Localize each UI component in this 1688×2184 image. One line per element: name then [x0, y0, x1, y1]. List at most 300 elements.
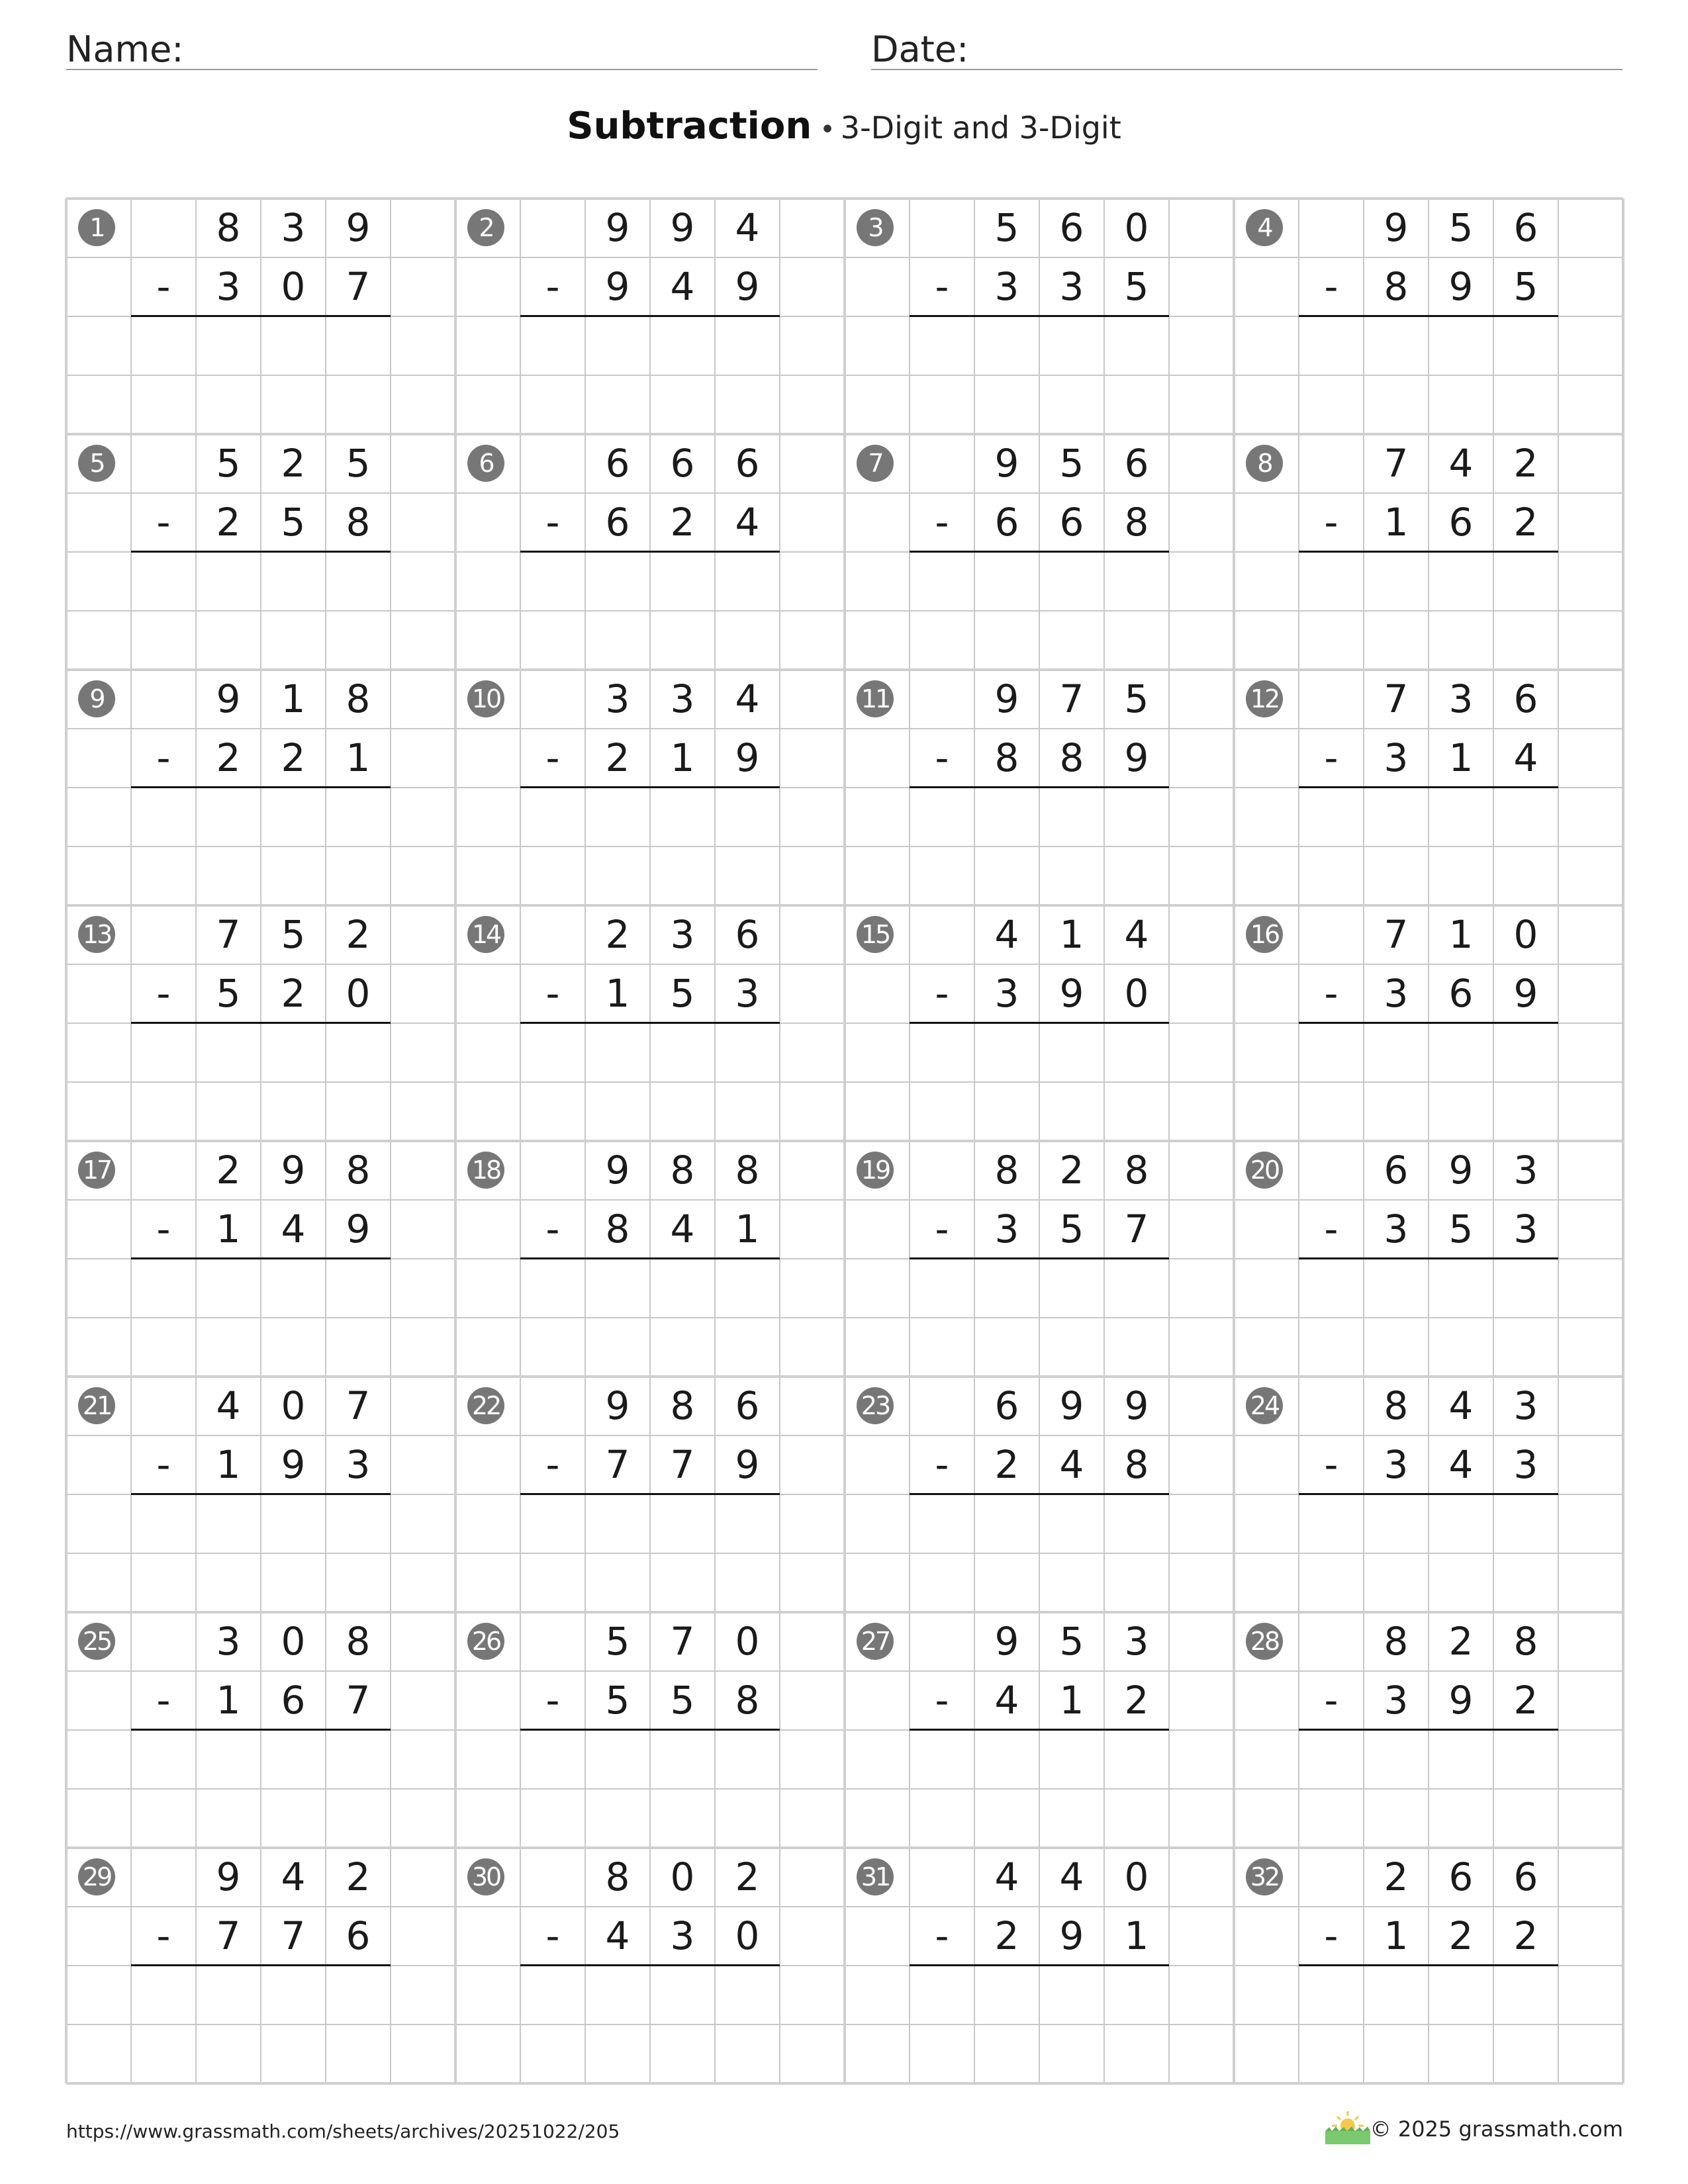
answer-cell[interactable]: [1364, 1259, 1429, 1318]
minus-sign: -: [935, 500, 949, 545]
answer-cell[interactable]: [131, 552, 196, 611]
answer-cell[interactable]: [1299, 611, 1364, 670]
answer-cell[interactable]: [1493, 1494, 1558, 1553]
answer-cell[interactable]: [196, 375, 261, 434]
answer-cell[interactable]: [1364, 1553, 1429, 1612]
answer-cell[interactable]: [261, 316, 326, 375]
answer-cell[interactable]: [1429, 788, 1493, 846]
answer-cell[interactable]: [585, 1082, 650, 1141]
answer-cell[interactable]: [326, 2025, 391, 2083]
answer-cell[interactable]: [974, 1730, 1039, 1789]
top-digit: 0: [735, 1619, 760, 1664]
answer-cell[interactable]: [261, 1789, 326, 1848]
answer-cell[interactable]: [1104, 1730, 1169, 1789]
answer-cell[interactable]: [910, 788, 974, 846]
answer-cell[interactable]: [974, 1553, 1039, 1612]
answer-cell[interactable]: [910, 846, 974, 905]
answer-cell[interactable]: [650, 375, 715, 434]
answer-cell[interactable]: [650, 1082, 715, 1141]
answer-cell[interactable]: [974, 611, 1039, 670]
answer-cell[interactable]: [715, 1730, 780, 1789]
answer-cell[interactable]: [326, 1553, 391, 1612]
answer-cell[interactable]: [1039, 1023, 1104, 1082]
answer-cell[interactable]: [1104, 1966, 1169, 2025]
name-field[interactable]: [66, 25, 818, 70]
answer-cell[interactable]: [715, 1789, 780, 1848]
answer-cell[interactable]: [1039, 375, 1104, 434]
answer-cell[interactable]: [974, 1494, 1039, 1553]
answer-cell[interactable]: [1299, 1730, 1364, 1789]
answer-cell[interactable]: [715, 1023, 780, 1082]
answer-cell[interactable]: [974, 1789, 1039, 1848]
answer-cell[interactable]: [1493, 552, 1558, 611]
answer-cell[interactable]: [1429, 1966, 1493, 2025]
answer-cell[interactable]: [715, 2025, 780, 2083]
answer-cell[interactable]: [326, 375, 391, 434]
answer-cell[interactable]: [910, 1966, 974, 2025]
answer-cell[interactable]: [910, 375, 974, 434]
answer-cell[interactable]: [910, 1082, 974, 1141]
answer-cell[interactable]: [715, 788, 780, 846]
bottom-digit: 7: [281, 1913, 306, 1958]
answer-cell[interactable]: [196, 1082, 261, 1141]
answer-cell[interactable]: [1299, 788, 1364, 846]
answer-cell[interactable]: [131, 611, 196, 670]
top-digit: 2: [1059, 1148, 1084, 1193]
answer-cell[interactable]: [1493, 1966, 1558, 2025]
answer-cell[interactable]: [974, 846, 1039, 905]
answer-cell[interactable]: [196, 1789, 261, 1848]
answer-cell[interactable]: [1039, 611, 1104, 670]
top-digit: 9: [216, 676, 241, 721]
bottom-digit: 3: [1383, 1442, 1409, 1487]
answer-cell[interactable]: [326, 1082, 391, 1141]
answer-cell[interactable]: [1429, 1318, 1493, 1377]
top-digit: 6: [670, 441, 695, 486]
answer-cell[interactable]: [1039, 1259, 1104, 1318]
answer-cell[interactable]: [1364, 1318, 1429, 1377]
answer-cell[interactable]: [1493, 1318, 1558, 1377]
answer-cell[interactable]: [261, 1494, 326, 1553]
answer-cell[interactable]: [715, 1318, 780, 1377]
answer-cell[interactable]: [1039, 788, 1104, 846]
footer-url[interactable]: https://www.grassmath.com/sheets/archives/20251022/205: [66, 2120, 620, 2142]
answer-cell[interactable]: [520, 1789, 585, 1848]
answer-cell[interactable]: [1039, 2025, 1104, 2083]
answer-cell[interactable]: [1429, 611, 1493, 670]
answer-cell[interactable]: [1104, 611, 1169, 670]
answer-cell[interactable]: [974, 316, 1039, 375]
answer-cell[interactable]: [1493, 316, 1558, 375]
answer-cell[interactable]: [585, 611, 650, 670]
answer-cell[interactable]: [131, 1553, 196, 1612]
answer-cell[interactable]: [196, 1730, 261, 1789]
answer-cell[interactable]: [585, 1730, 650, 1789]
answer-cell[interactable]: [196, 552, 261, 611]
answer-cell[interactable]: [1299, 1023, 1364, 1082]
answer-cell[interactable]: [131, 1789, 196, 1848]
top-digit: 2: [216, 1148, 241, 1193]
answer-cell[interactable]: [974, 1023, 1039, 1082]
answer-cell[interactable]: [131, 1730, 196, 1789]
answer-cell[interactable]: [196, 1553, 261, 1612]
answer-cell[interactable]: [1493, 1023, 1558, 1082]
minus-sign: -: [1324, 1678, 1338, 1723]
answer-cell[interactable]: [715, 316, 780, 375]
answer-cell[interactable]: [196, 1318, 261, 1377]
answer-cell[interactable]: [1429, 1082, 1493, 1141]
answer-cell[interactable]: [131, 1023, 196, 1082]
answer-cell[interactable]: [650, 1494, 715, 1553]
answer-cell[interactable]: [1429, 552, 1493, 611]
answer-cell[interactable]: [974, 552, 1039, 611]
answer-cell[interactable]: [650, 552, 715, 611]
answer-cell[interactable]: [261, 1082, 326, 1141]
answer-cell[interactable]: [585, 1553, 650, 1612]
minus-sign: -: [935, 1206, 949, 1251]
answer-cell[interactable]: [1299, 552, 1364, 611]
top-digit: 7: [670, 1619, 695, 1664]
answer-cell[interactable]: [1104, 1494, 1169, 1553]
answer-cell[interactable]: [910, 1318, 974, 1377]
top-digit: 9: [346, 205, 371, 250]
bottom-digit: 8: [1124, 500, 1149, 545]
answer-cell[interactable]: [910, 1553, 974, 1612]
top-digit: 6: [1383, 1148, 1409, 1193]
answer-cell[interactable]: [910, 1023, 974, 1082]
answer-cell[interactable]: [1364, 1082, 1429, 1141]
answer-cell[interactable]: [520, 1553, 585, 1612]
answer-cell[interactable]: [585, 1494, 650, 1553]
answer-cell[interactable]: [1299, 1553, 1364, 1612]
answer-cell[interactable]: [196, 2025, 261, 2083]
answer-cell[interactable]: [520, 1730, 585, 1789]
answer-cell[interactable]: [1039, 1318, 1104, 1377]
answer-cell[interactable]: [1493, 1259, 1558, 1318]
top-digit: 9: [1124, 1383, 1149, 1428]
answer-cell[interactable]: [1493, 1553, 1558, 1612]
answer-cell[interactable]: [520, 2025, 585, 2083]
answer-cell[interactable]: [131, 1494, 196, 1553]
answer-cell[interactable]: [910, 1494, 974, 1553]
minus-sign: -: [935, 264, 949, 309]
answer-cell[interactable]: [131, 1318, 196, 1377]
answer-cell[interactable]: [261, 611, 326, 670]
problem: [845, 1848, 1234, 2083]
answer-cell[interactable]: [1429, 1494, 1493, 1553]
answer-cell[interactable]: [326, 611, 391, 670]
answer-cell[interactable]: [1039, 1966, 1104, 2025]
answer-cell[interactable]: [910, 1730, 974, 1789]
answer-cell[interactable]: [326, 1730, 391, 1789]
answer-cell[interactable]: [131, 2025, 196, 2083]
answer-cell[interactable]: [196, 1494, 261, 1553]
answer-cell[interactable]: [910, 316, 974, 375]
answer-cell[interactable]: [650, 1259, 715, 1318]
answer-cell[interactable]: [1104, 1789, 1169, 1848]
answer-cell[interactable]: [1429, 1259, 1493, 1318]
answer-cell[interactable]: [910, 1789, 974, 1848]
answer-cell[interactable]: [261, 1730, 326, 1789]
answer-cell[interactable]: [1104, 1023, 1169, 1082]
answer-cell[interactable]: [585, 1023, 650, 1082]
answer-cell[interactable]: [261, 1259, 326, 1318]
answer-cell[interactable]: [196, 316, 261, 375]
answer-cell[interactable]: [585, 552, 650, 611]
answer-cell[interactable]: [1299, 1318, 1364, 1377]
answer-cell[interactable]: [1493, 2025, 1558, 2083]
answer-cell[interactable]: [196, 1966, 261, 2025]
answer-cell[interactable]: [650, 1966, 715, 2025]
answer-cell[interactable]: [261, 1318, 326, 1377]
top-digit: 2: [346, 1854, 371, 1899]
answer-cell[interactable]: [1299, 375, 1364, 434]
answer-cell[interactable]: [974, 788, 1039, 846]
answer-cell[interactable]: [650, 316, 715, 375]
answer-cell[interactable]: [1493, 846, 1558, 905]
answer-cell[interactable]: [1493, 1730, 1558, 1789]
answer-cell[interactable]: [1429, 316, 1493, 375]
problem-number-badge: 31: [857, 1858, 894, 1895]
answer-cell[interactable]: [326, 1789, 391, 1848]
answer-cell[interactable]: [1364, 846, 1429, 905]
answer-cell[interactable]: [974, 1082, 1039, 1141]
answer-cell[interactable]: [1364, 1789, 1429, 1848]
top-digit: 4: [994, 1854, 1019, 1899]
answer-cell[interactable]: [650, 1023, 715, 1082]
answer-cell[interactable]: [650, 846, 715, 905]
answer-cell[interactable]: [974, 1259, 1039, 1318]
answer-cell[interactable]: [196, 611, 261, 670]
answer-cell[interactable]: [326, 1318, 391, 1377]
answer-cell[interactable]: [520, 1259, 585, 1318]
answer-cell[interactable]: [520, 1082, 585, 1141]
answer-cell[interactable]: [1104, 1259, 1169, 1318]
answer-cell[interactable]: [520, 1023, 585, 1082]
top-digit: 5: [994, 205, 1019, 250]
answer-cell[interactable]: [261, 1966, 326, 2025]
answer-cell[interactable]: [520, 1966, 585, 2025]
answer-cell[interactable]: [326, 1966, 391, 2025]
answer-cell[interactable]: [1429, 2025, 1493, 2083]
answer-cell[interactable]: [196, 846, 261, 905]
answer-cell[interactable]: [196, 788, 261, 846]
answer-cell[interactable]: [1104, 1553, 1169, 1612]
answer-cell[interactable]: [974, 1318, 1039, 1377]
answer-cell[interactable]: [261, 552, 326, 611]
answer-cell[interactable]: [1364, 552, 1429, 611]
problem: [66, 1377, 455, 1612]
top-digit: 9: [994, 1619, 1019, 1664]
answer-cell[interactable]: [1364, 788, 1429, 846]
top-digit: 2: [281, 441, 306, 486]
answer-cell[interactable]: [715, 1082, 780, 1141]
answer-cell[interactable]: [131, 375, 196, 434]
answer-cell[interactable]: [1104, 552, 1169, 611]
answer-cell[interactable]: [1299, 1259, 1364, 1318]
top-digit: 4: [1448, 441, 1474, 486]
answer-cell[interactable]: [1429, 1553, 1493, 1612]
answer-cell[interactable]: [650, 611, 715, 670]
problem: [66, 1141, 455, 1377]
answer-cell[interactable]: [326, 1023, 391, 1082]
answer-cell[interactable]: [1299, 846, 1364, 905]
answer-cell[interactable]: [650, 1553, 715, 1612]
answer-cell[interactable]: [131, 316, 196, 375]
answer-cell[interactable]: [520, 846, 585, 905]
answer-cell[interactable]: [326, 552, 391, 611]
answer-cell[interactable]: [1039, 846, 1104, 905]
answer-cell[interactable]: [715, 1259, 780, 1318]
answer-cell[interactable]: [1039, 552, 1104, 611]
answer-cell[interactable]: [1364, 1023, 1429, 1082]
answer-cell[interactable]: [585, 1966, 650, 2025]
answer-cell[interactable]: [585, 788, 650, 846]
answer-cell[interactable]: [1299, 1966, 1364, 2025]
answer-cell[interactable]: [585, 1318, 650, 1377]
answer-cell[interactable]: [326, 1259, 391, 1318]
answer-cell[interactable]: [715, 1553, 780, 1612]
problem-number-badge: 9: [78, 680, 115, 717]
answer-cell[interactable]: [326, 316, 391, 375]
answer-cell[interactable]: [1429, 375, 1493, 434]
date-field[interactable]: [871, 25, 1622, 70]
answer-cell[interactable]: [131, 1259, 196, 1318]
answer-cell[interactable]: [1104, 1082, 1169, 1141]
answer-cell[interactable]: [1364, 611, 1429, 670]
answer-cell[interactable]: [585, 2025, 650, 2083]
answer-cell[interactable]: [1364, 1730, 1429, 1789]
answer-cell[interactable]: [326, 846, 391, 905]
answer-cell[interactable]: [1493, 375, 1558, 434]
top-digit: 3: [216, 1619, 241, 1664]
problem: [66, 1612, 455, 1848]
answer-cell[interactable]: [910, 611, 974, 670]
answer-cell[interactable]: [974, 1966, 1039, 2025]
answer-cell[interactable]: [1104, 2025, 1169, 2083]
answer-cell[interactable]: [1493, 611, 1558, 670]
answer-cell[interactable]: [715, 1966, 780, 2025]
answer-cell[interactable]: [520, 1494, 585, 1553]
answer-cell[interactable]: [520, 375, 585, 434]
answer-cell[interactable]: [261, 788, 326, 846]
answer-cell[interactable]: [650, 1789, 715, 1848]
answer-cell[interactable]: [1104, 1318, 1169, 1377]
answer-cell[interactable]: [261, 375, 326, 434]
answer-cell[interactable]: [520, 316, 585, 375]
answer-cell[interactable]: [261, 1023, 326, 1082]
answer-cell[interactable]: [520, 1318, 585, 1377]
answer-cell[interactable]: [650, 1318, 715, 1377]
answer-cell[interactable]: [585, 1789, 650, 1848]
answer-cell[interactable]: [910, 2025, 974, 2083]
answer-cell[interactable]: [1493, 1082, 1558, 1141]
answer-cell[interactable]: [1429, 846, 1493, 905]
answer-cell[interactable]: [196, 1259, 261, 1318]
top-digit: 6: [1059, 205, 1084, 250]
answer-cell[interactable]: [326, 1494, 391, 1553]
answer-cell[interactable]: [196, 1023, 261, 1082]
answer-cell[interactable]: [1493, 788, 1558, 846]
answer-cell[interactable]: [1429, 1789, 1493, 1848]
answer-cell[interactable]: [326, 788, 391, 846]
answer-cell[interactable]: [261, 1553, 326, 1612]
top-digit: 0: [281, 1619, 306, 1664]
answer-cell[interactable]: [520, 611, 585, 670]
answer-cell[interactable]: [715, 611, 780, 670]
answer-cell[interactable]: [1364, 375, 1429, 434]
bottom-digit: 6: [346, 1913, 371, 1958]
answer-cell[interactable]: [650, 2025, 715, 2083]
answer-cell[interactable]: [910, 1259, 974, 1318]
answer-cell[interactable]: [131, 1966, 196, 2025]
answer-cell[interactable]: [1299, 316, 1364, 375]
answer-cell[interactable]: [1104, 846, 1169, 905]
answer-cell[interactable]: [585, 846, 650, 905]
answer-cell[interactable]: [1299, 1789, 1364, 1848]
answer-cell[interactable]: [715, 375, 780, 434]
answer-cell[interactable]: [650, 1730, 715, 1789]
answer-cell[interactable]: [1299, 1082, 1364, 1141]
answer-cell[interactable]: [1104, 788, 1169, 846]
answer-cell[interactable]: [1364, 1966, 1429, 2025]
answer-cell[interactable]: [1039, 316, 1104, 375]
answer-cell[interactable]: [1429, 1730, 1493, 1789]
minus-sign: -: [156, 1913, 171, 1958]
answer-cell[interactable]: [1429, 1023, 1493, 1082]
answer-cell[interactable]: [1364, 1494, 1429, 1553]
answer-cell[interactable]: [131, 1082, 196, 1141]
answer-cell[interactable]: [261, 846, 326, 905]
answer-cell[interactable]: [715, 846, 780, 905]
answer-cell[interactable]: [261, 2025, 326, 2083]
answer-cell[interactable]: [585, 375, 650, 434]
answer-cell[interactable]: [650, 788, 715, 846]
top-digit: 9: [1383, 205, 1409, 250]
answer-cell[interactable]: [715, 552, 780, 611]
top-digit: 1: [1059, 912, 1084, 957]
answer-cell[interactable]: [131, 788, 196, 846]
answer-cell[interactable]: [585, 316, 650, 375]
answer-cell[interactable]: [585, 1259, 650, 1318]
answer-cell[interactable]: [910, 552, 974, 611]
answer-cell[interactable]: [1039, 1553, 1104, 1612]
answer-cell[interactable]: [1039, 1082, 1104, 1141]
answer-cell[interactable]: [1039, 1494, 1104, 1553]
answer-cell[interactable]: [974, 2025, 1039, 2083]
bottom-digit: 8: [1124, 1442, 1149, 1487]
answer-cell[interactable]: [1039, 1789, 1104, 1848]
top-digit: 7: [1059, 676, 1084, 721]
answer-cell[interactable]: [1364, 2025, 1429, 2083]
problem: [1234, 905, 1623, 1141]
answer-cell[interactable]: [1299, 2025, 1364, 2083]
top-digit: 1: [1448, 912, 1474, 957]
answer-cell[interactable]: [520, 552, 585, 611]
answer-cell[interactable]: [1104, 375, 1169, 434]
answer-cell[interactable]: [1364, 316, 1429, 375]
answer-cell[interactable]: [974, 375, 1039, 434]
problem-number-badge: 23: [857, 1387, 894, 1424]
answer-cell[interactable]: [131, 846, 196, 905]
answer-cell[interactable]: [1493, 1789, 1558, 1848]
answer-cell[interactable]: [520, 788, 585, 846]
answer-cell[interactable]: [1039, 1730, 1104, 1789]
answer-cell[interactable]: [1299, 1494, 1364, 1553]
answer-cell[interactable]: [1104, 316, 1169, 375]
minus-sign: -: [545, 1913, 560, 1958]
answer-cell[interactable]: [715, 1494, 780, 1553]
